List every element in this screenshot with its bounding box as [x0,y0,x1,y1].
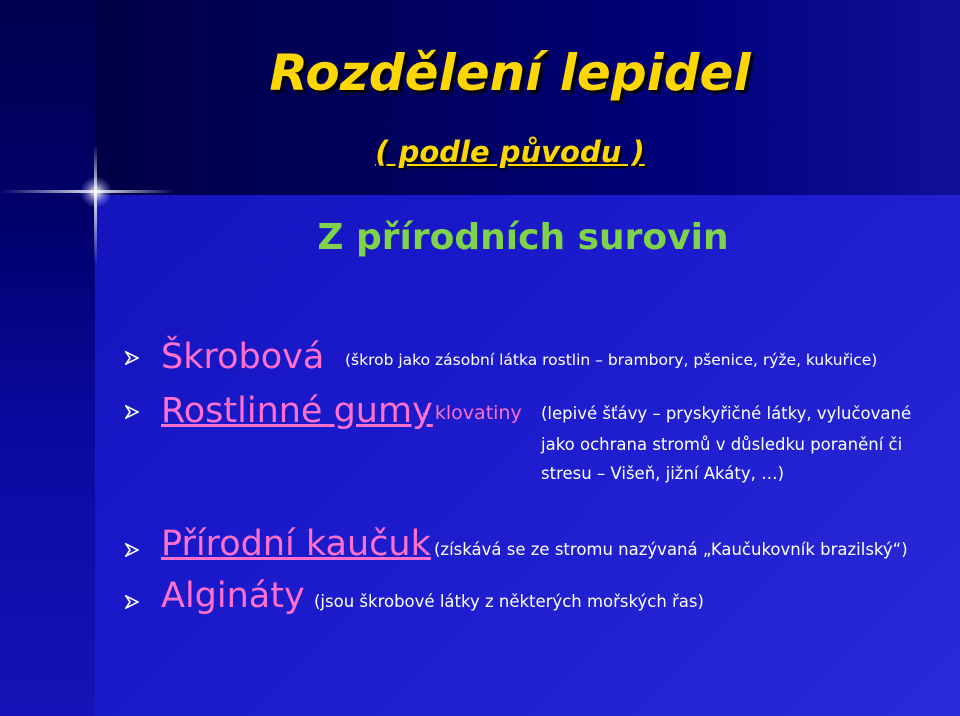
section-heading: Z přírodních surovin [317,217,729,258]
item-description-line-3: stresu – Višeň, jižní Akáty, …) [541,464,785,483]
item-term: Algináty [161,576,305,616]
arrow-bullet-icon [125,351,139,365]
item-description-line-1: (lepivé šťávy – pryskyřičné látky, vylučované [541,404,912,423]
item-description: (získává se ze stromu nazývaná „Kaučukovník brazilský“) [434,540,908,559]
star-flare-glow-icon [80,176,112,208]
item-term-extra: - klovatiny [422,402,522,424]
slide-subtitle: ( podle původu ) [375,135,645,169]
item-description-line-2: jako ochrana stromů v důsledku poranění či [541,435,903,454]
item-term: Přírodní kaučuk [161,524,431,564]
item-term: Škrobová [161,337,325,377]
item-description: (škrob jako zásobní látka rostlin – brambory, pšenice, rýže, kukuřice) [345,351,878,369]
item-description: (jsou škrobové látky z některých mořských řas) [314,592,704,611]
item-term: Rostlinné gumy [161,391,433,431]
slide-title: Rozdělení lepidel [269,44,751,102]
arrow-bullet-icon [125,595,139,609]
side-background-band [0,0,95,716]
arrow-bullet-icon [125,543,139,557]
arrow-bullet-icon [125,405,139,419]
